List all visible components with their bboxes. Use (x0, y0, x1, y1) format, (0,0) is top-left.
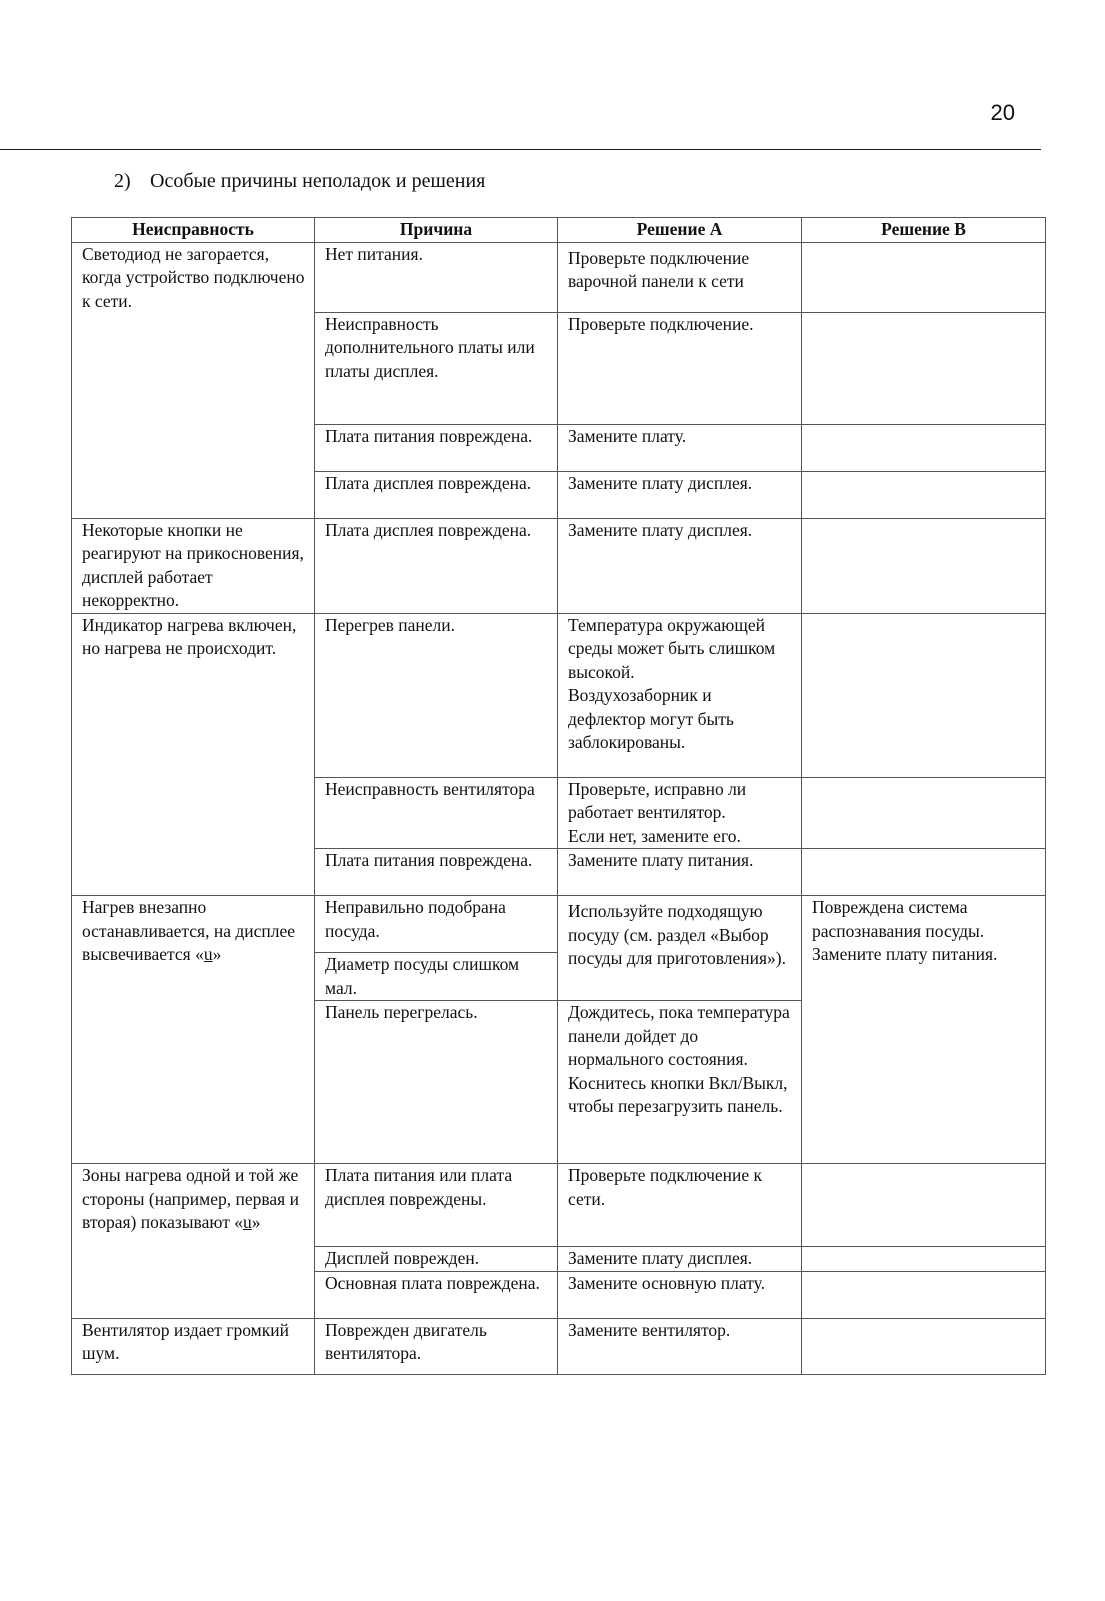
solution-a-cell: Проверьте подключение. (558, 312, 802, 424)
fault-cell (72, 1164, 315, 1319)
fault-cell: Индикатор нагрева включен, но нагрева не происходит. (72, 613, 315, 896)
solution-a-cell: Используйте подходящую посуду (см. раздел «Выбор посуды для приготовления»). (558, 896, 802, 1001)
fault-cell: Вентилятор издает громкий шум. (72, 1318, 315, 1374)
solution-a-cell: Замените плату дисплея. (558, 471, 802, 518)
table-row (72, 242, 1046, 312)
solution-b-cell (802, 1164, 1046, 1247)
solution-a-cell: Температура окружающей среды может быть слишком высокой. Воздухозаборник и дефлектор могут быть заблокированы. (558, 613, 802, 777)
header-solution-a: Решение А (558, 218, 802, 243)
solution-a-cell: Проверьте, исправно ли работает вентилятор. Если нет, замените его. (558, 777, 802, 849)
section-title (114, 170, 485, 193)
fault-symbol: u (242, 1212, 252, 1232)
solution-a-cell: Замените плату дисплея. (558, 1247, 802, 1272)
table-row (72, 1164, 1046, 1247)
cause-cell: Основная плата повреждена. (315, 1271, 558, 1318)
solution-b-cell (802, 242, 1046, 312)
solution-b-cell (802, 424, 1046, 471)
cause-cell: Панель перегрелась. (315, 1001, 558, 1164)
solution-a-cell: Проверьте подключение к сети. (558, 1164, 802, 1247)
cause-cell: Плата питания повреждена. (315, 424, 558, 471)
header-cause: Причина (315, 218, 558, 243)
cause-cell: Неисправность вентилятора (315, 777, 558, 849)
fault-cell: Некоторые кнопки не реагируют на прикосновения, дисплей работает некорректно. (72, 518, 315, 613)
solution-b-cell (802, 613, 1046, 777)
solution-a-cell: Замените плату питания. (558, 849, 802, 896)
solution-b-cell (802, 849, 1046, 896)
cause-cell: Плата дисплея повреждена. (315, 518, 558, 613)
troubleshooting-table (71, 217, 1046, 1375)
solution-a-cell: Замените плату дисплея. (558, 518, 802, 613)
header-divider (0, 149, 1041, 150)
solution-a-cell: Замените основную плату. (558, 1271, 802, 1318)
cause-cell: Нет питания. (315, 242, 558, 312)
solution-b-cell (802, 312, 1046, 424)
table-row (72, 613, 1046, 777)
table-header-row (72, 218, 1046, 243)
fault-text-prefix: Зоны нагрева одной и той же стороны (например, первая и вторая) показывают « (82, 1165, 299, 1232)
solution-b-cell (802, 471, 1046, 518)
page-number: 20 (990, 100, 1015, 125)
header-fault: Неисправность (72, 218, 315, 243)
cause-cell: Поврежден двигатель вентилятора. (315, 1318, 558, 1374)
solution-b-cell (802, 1271, 1046, 1318)
fault-cell: Светодиод не загорается, когда устройство подключено к сети. (72, 242, 315, 518)
cause-cell: Плата питания или плата дисплея повреждены. (315, 1164, 558, 1247)
cause-cell: Плата дисплея повреждена. (315, 471, 558, 518)
fault-text-prefix: Нагрев внезапно останавливается, на дисплее высвечивается « (82, 897, 296, 964)
table-row (72, 896, 1046, 953)
cause-cell: Перегрев панели. (315, 613, 558, 777)
cause-cell: Дисплей поврежден. (315, 1247, 558, 1272)
cause-cell: Неправильно подобрана посуда. (315, 896, 558, 953)
solution-b-cell (802, 1318, 1046, 1374)
solution-b-cell: Повреждена система распознавания посуды. Замените плату питания. (802, 896, 1046, 1164)
fault-text-suffix: » (212, 944, 222, 964)
table-row (72, 518, 1046, 613)
table-row (72, 1318, 1046, 1374)
section-number: 2) (114, 170, 131, 192)
cause-cell: Плата питания повреждена. (315, 849, 558, 896)
section-title-text: Особые причины неполадок и решения (150, 170, 486, 192)
cause-cell: Неисправность дополнительного платы или платы дисплея. (315, 312, 558, 424)
solution-a-cell: Замените плату. (558, 424, 802, 471)
solution-a-cell: Дождитесь, пока температура панели дойдет до нормального состояния. Коснитесь кнопки Вкл/Выкл, чтобы перезагрузить панель. (558, 1001, 802, 1164)
header-solution-b: Решение В (802, 218, 1046, 243)
cause-cell: Диаметр посуды слишком мал. (315, 953, 558, 1001)
fault-text-suffix: » (251, 1212, 261, 1232)
solution-b-cell (802, 1247, 1046, 1272)
fault-cell (72, 896, 315, 1164)
fault-symbol: u (203, 944, 213, 964)
solution-a-cell: Проверьте подключение варочной панели к сети (558, 242, 802, 312)
solution-a-cell: Замените вентилятор. (558, 1318, 802, 1374)
solution-b-cell (802, 518, 1046, 613)
solution-b-cell (802, 777, 1046, 849)
